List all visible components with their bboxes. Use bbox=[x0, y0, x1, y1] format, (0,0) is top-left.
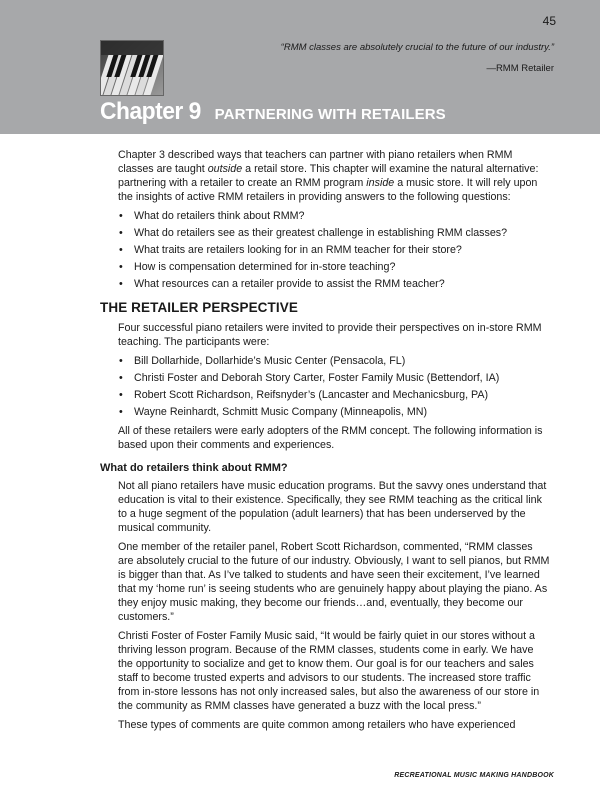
list-item: • Robert Scott Richardson, Reifsnyder’s (Lancaster and Mechanicsburg, PA) bbox=[118, 388, 550, 402]
paragraph: Not all piano retailers have music education programs. But the savvy ones understand that education is vital to their existence. Specifically, they see RMM teaching as the critical link to a huge segment of the population (adult learners) that has been underserved by the musical community. bbox=[118, 480, 547, 534]
list-item: • What do retailers see as their greatest challenge in establishing RMM classes? bbox=[118, 226, 550, 240]
quote-attribution: —RMM Retailer bbox=[486, 63, 554, 74]
retailers-think-section bbox=[100, 479, 550, 732]
subheading-retailers-think: What do retailers think about RMM? bbox=[100, 462, 288, 474]
paragraph: These types of comments are quite common among retailers who have experienced bbox=[118, 719, 516, 731]
running-footer: RECREATIONAL MUSIC MAKING HANDBOOK bbox=[394, 772, 554, 779]
list-item: • What traits are retailers looking for in an RMM teacher for their store? bbox=[118, 243, 550, 257]
paragraph: Four successful piano retailers were invited to provide their perspectives on in-store RMM teaching. The participants were: bbox=[118, 322, 542, 348]
emphasis-outside: outside bbox=[207, 163, 243, 175]
emphasis-inside: inside bbox=[366, 177, 395, 189]
list-item: • What resources can a retailer provide to assist the RMM teacher? bbox=[118, 277, 550, 291]
intro-section bbox=[100, 148, 550, 291]
paragraph: All of these retailers were early adopters of the RMM concept. The following information is based upon their comments and experiences. bbox=[118, 425, 543, 451]
page-number: 45 bbox=[542, 14, 556, 28]
chapter-header-band bbox=[0, 0, 600, 134]
participant-list bbox=[118, 354, 550, 419]
page-content bbox=[100, 148, 550, 737]
list-item: • How is compensation determined for in-store teaching? bbox=[118, 260, 550, 274]
retailer-perspective-section bbox=[100, 321, 550, 452]
paragraph: One member of the retailer panel, Robert Scott Richardson, commented, “RMM classes are absolutely crucial to the future of our industry. Obviously, I want to sell pianos, but RMM is bigger than that. As I’ve talked to students and have seen their excitement, I’ve learned that my ‘home run’ is seeing students who are genuinely happy about playing the piano. As they enjoy music making, they become our friends…and, eventually, they become our customers.” bbox=[118, 541, 550, 623]
chapter-number: Chapter 9 bbox=[100, 98, 201, 125]
list-item: • Wayne Reinhardt, Schmitt Music Company (Minneapolis, MN) bbox=[118, 405, 550, 419]
question-list bbox=[118, 209, 550, 291]
section-heading-retailer-perspective: THE RETAILER PERSPECTIVE bbox=[100, 300, 298, 315]
piano-keys-image bbox=[100, 40, 164, 96]
chapter-title: PARTNERING WITH RETAILERS bbox=[214, 106, 446, 123]
list-item: • Bill Dollarhide, Dollarhide’s Music Center (Pensacola, FL) bbox=[118, 354, 550, 368]
paragraph: Christi Foster of Foster Family Music said, “It would be fairly quiet in our stores without a thriving lesson program. Because of the RMM classes, students come in early. We have the opportunity to socialize and get to know them. Our goal is for our teachers and sales staff to become trusted experts and advisors to our students. The increased store traffic from in-store lessons has not only increased sales, but also the awareness of our store in the community as RMM classes have generated a buzz with the local press.” bbox=[118, 630, 540, 712]
chapter-heading bbox=[100, 98, 446, 126]
intro-paragraph: Chapter 3 described ways that teachers can partner with piano retailers when RMM classes are taught outside a retail store. This chapter will examine the natural alternative: partnering with a retailer to create an RMM program inside a music store. It will rely upon the insights of active RMM retailers in providing answers to the following questions: bbox=[118, 149, 539, 203]
list-item: • What do retailers think about RMM? bbox=[118, 209, 550, 223]
header-quote: “RMM classes are absolutely crucial to the future of our industry.” bbox=[280, 42, 554, 53]
piano-keys-icon bbox=[101, 41, 163, 95]
list-item: • Christi Foster and Deborah Story Carter, Foster Family Music (Bettendorf, IA) bbox=[118, 371, 550, 385]
